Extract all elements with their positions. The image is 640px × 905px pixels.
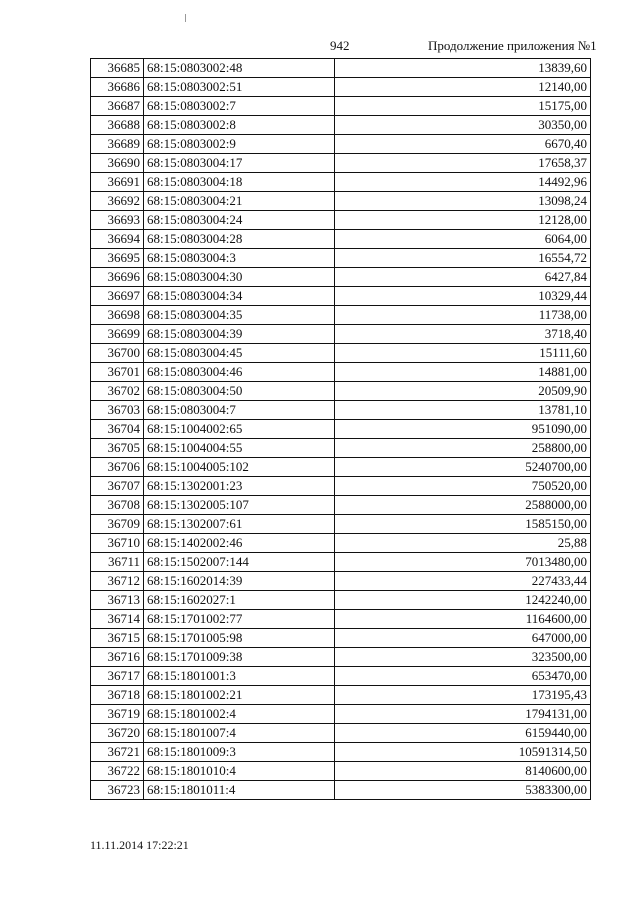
table-row: [91, 648, 591, 667]
table-row: [91, 610, 591, 629]
parcel-table-body: [91, 59, 591, 800]
row-number-cell: 36710: [91, 534, 144, 553]
table-row: [91, 705, 591, 724]
value-cell: 15175,00: [335, 97, 591, 116]
row-number-cell: 36717: [91, 667, 144, 686]
value-cell: 750520,00: [335, 477, 591, 496]
row-number-cell: 36703: [91, 401, 144, 420]
value-cell: 5240700,00: [335, 458, 591, 477]
table-row: [91, 572, 591, 591]
table-row: [91, 629, 591, 648]
cadastral-number-cell: 68:15:1801002:21: [144, 686, 335, 705]
value-cell: 227433,44: [335, 572, 591, 591]
row-number-cell: 36722: [91, 762, 144, 781]
cadastral-number-cell: 68:15:1302007:61: [144, 515, 335, 534]
cadastral-number-cell: 68:15:0803004:3: [144, 249, 335, 268]
cadastral-number-cell: 68:15:1302001:23: [144, 477, 335, 496]
row-number-cell: 36716: [91, 648, 144, 667]
table-row: [91, 515, 591, 534]
cadastral-number-cell: 68:15:1004004:55: [144, 439, 335, 458]
cadastral-number-cell: 68:15:0803004:50: [144, 382, 335, 401]
table-row: [91, 439, 591, 458]
table-row: [91, 173, 591, 192]
table-row: [91, 344, 591, 363]
value-cell: 16554,72: [335, 249, 591, 268]
row-number-cell: 36708: [91, 496, 144, 515]
cadastral-number-cell: 68:15:1701005:98: [144, 629, 335, 648]
table-row: [91, 667, 591, 686]
cadastral-number-cell: 68:15:0803004:24: [144, 211, 335, 230]
table-row: [91, 420, 591, 439]
value-cell: 12140,00: [335, 78, 591, 97]
row-number-cell: 36688: [91, 116, 144, 135]
cadastral-number-cell: 68:15:1701002:77: [144, 610, 335, 629]
value-cell: 647000,00: [335, 629, 591, 648]
table-row: [91, 135, 591, 154]
value-cell: 7013480,00: [335, 553, 591, 572]
cadastral-number-cell: 68:15:0803004:28: [144, 230, 335, 249]
cadastral-number-cell: 68:15:1801007:4: [144, 724, 335, 743]
row-number-cell: 36711: [91, 553, 144, 572]
row-number-cell: 36714: [91, 610, 144, 629]
table-row: [91, 116, 591, 135]
row-number-cell: 36697: [91, 287, 144, 306]
table-row: [91, 686, 591, 705]
cadastral-number-cell: 68:15:0803002:51: [144, 78, 335, 97]
table-row: [91, 306, 591, 325]
table-row: [91, 287, 591, 306]
value-cell: 1164600,00: [335, 610, 591, 629]
table-row: [91, 534, 591, 553]
table-row: [91, 743, 591, 762]
table-row: [91, 192, 591, 211]
row-number-cell: 36691: [91, 173, 144, 192]
table-row: [91, 78, 591, 97]
value-cell: 1585150,00: [335, 515, 591, 534]
cadastral-number-cell: 68:15:0803004:21: [144, 192, 335, 211]
value-cell: 30350,00: [335, 116, 591, 135]
table-row: [91, 97, 591, 116]
row-number-cell: 36707: [91, 477, 144, 496]
cadastral-number-cell: 68:15:1801011:4: [144, 781, 335, 800]
table-row: [91, 211, 591, 230]
cadastral-number-cell: 68:15:0803002:48: [144, 59, 335, 78]
row-number-cell: 36721: [91, 743, 144, 762]
value-cell: 173195,43: [335, 686, 591, 705]
cadastral-number-cell: 68:15:0803002:7: [144, 97, 335, 116]
table-row: [91, 249, 591, 268]
cadastral-number-cell: 68:15:0803004:39: [144, 325, 335, 344]
row-number-cell: 36723: [91, 781, 144, 800]
cadastral-number-cell: 68:15:1502007:144: [144, 553, 335, 572]
cadastral-number-cell: 68:15:1402002:46: [144, 534, 335, 553]
cadastral-number-cell: 68:15:0803004:34: [144, 287, 335, 306]
cadastral-number-cell: 68:15:0803004:30: [144, 268, 335, 287]
cadastral-number-cell: 68:15:0803002:8: [144, 116, 335, 135]
row-number-cell: 36713: [91, 591, 144, 610]
row-number-cell: 36700: [91, 344, 144, 363]
row-number-cell: 36685: [91, 59, 144, 78]
value-cell: 15111,60: [335, 344, 591, 363]
row-number-cell: 36687: [91, 97, 144, 116]
value-cell: 13098,24: [335, 192, 591, 211]
row-number-cell: 36719: [91, 705, 144, 724]
value-cell: 6064,00: [335, 230, 591, 249]
value-cell: 25,88: [335, 534, 591, 553]
table-row: [91, 458, 591, 477]
cadastral-number-cell: 68:15:0803004:45: [144, 344, 335, 363]
value-cell: 2588000,00: [335, 496, 591, 515]
row-number-cell: 36686: [91, 78, 144, 97]
row-number-cell: 36715: [91, 629, 144, 648]
cadastral-number-cell: 68:15:1801002:4: [144, 705, 335, 724]
cadastral-number-cell: 68:15:1004005:102: [144, 458, 335, 477]
table-row: [91, 268, 591, 287]
cadastral-number-cell: 68:15:1602027:1: [144, 591, 335, 610]
cadastral-number-cell: 68:15:1801009:3: [144, 743, 335, 762]
row-number-cell: 36705: [91, 439, 144, 458]
table-row: [91, 325, 591, 344]
cadastral-number-cell: 68:15:0803004:18: [144, 173, 335, 192]
row-number-cell: 36689: [91, 135, 144, 154]
row-number-cell: 36692: [91, 192, 144, 211]
row-number-cell: 36706: [91, 458, 144, 477]
value-cell: 1794131,00: [335, 705, 591, 724]
table-row: [91, 591, 591, 610]
appendix-continuation-note: Продолжение приложения №1: [428, 38, 597, 53]
row-number-cell: 36694: [91, 230, 144, 249]
table-row: [91, 230, 591, 249]
row-number-cell: 36695: [91, 249, 144, 268]
cadastral-number-cell: 68:15:0803004:17: [144, 154, 335, 173]
cadastral-number-cell: 68:15:1701009:38: [144, 648, 335, 667]
table-row: [91, 59, 591, 78]
row-number-cell: 36702: [91, 382, 144, 401]
table-row: [91, 553, 591, 572]
print-timestamp: 11.11.2014 17:22:21: [90, 838, 189, 852]
row-number-cell: 36712: [91, 572, 144, 591]
row-number-cell: 36701: [91, 363, 144, 382]
value-cell: 951090,00: [335, 420, 591, 439]
table-row: [91, 724, 591, 743]
value-cell: 6159440,00: [335, 724, 591, 743]
cadastral-number-cell: 68:15:0803004:35: [144, 306, 335, 325]
cadastral-number-cell: 68:15:1302005:107: [144, 496, 335, 515]
page-number: 942: [330, 38, 350, 53]
table-row: [91, 496, 591, 515]
scan-artifact: [185, 14, 186, 22]
table-row: [91, 154, 591, 173]
value-cell: 1242240,00: [335, 591, 591, 610]
value-cell: 3718,40: [335, 325, 591, 344]
value-cell: 13839,60: [335, 59, 591, 78]
row-number-cell: 36698: [91, 306, 144, 325]
value-cell: 13781,10: [335, 401, 591, 420]
row-number-cell: 36718: [91, 686, 144, 705]
value-cell: 258800,00: [335, 439, 591, 458]
cadastral-number-cell: 68:15:1602014:39: [144, 572, 335, 591]
row-number-cell: 36720: [91, 724, 144, 743]
value-cell: 14492,96: [335, 173, 591, 192]
row-number-cell: 36699: [91, 325, 144, 344]
value-cell: 17658,37: [335, 154, 591, 173]
value-cell: 323500,00: [335, 648, 591, 667]
row-number-cell: 36693: [91, 211, 144, 230]
value-cell: 5383300,00: [335, 781, 591, 800]
table-row: [91, 781, 591, 800]
value-cell: 6427,84: [335, 268, 591, 287]
cadastral-number-cell: 68:15:1801001:3: [144, 667, 335, 686]
cadastral-number-cell: 68:15:0803002:9: [144, 135, 335, 154]
value-cell: 653470,00: [335, 667, 591, 686]
table-row: [91, 762, 591, 781]
table-row: [91, 382, 591, 401]
value-cell: 10591314,50: [335, 743, 591, 762]
table-row: [91, 363, 591, 382]
value-cell: 6670,40: [335, 135, 591, 154]
value-cell: 10329,44: [335, 287, 591, 306]
cadastral-number-cell: 68:15:1004002:65: [144, 420, 335, 439]
row-number-cell: 36696: [91, 268, 144, 287]
row-number-cell: 36690: [91, 154, 144, 173]
value-cell: 12128,00: [335, 211, 591, 230]
cadastral-number-cell: 68:15:1801010:4: [144, 762, 335, 781]
value-cell: 11738,00: [335, 306, 591, 325]
value-cell: 20509,90: [335, 382, 591, 401]
row-number-cell: 36709: [91, 515, 144, 534]
table-row: [91, 477, 591, 496]
value-cell: 8140600,00: [335, 762, 591, 781]
cadastral-number-cell: 68:15:0803004:46: [144, 363, 335, 382]
table-row: [91, 401, 591, 420]
value-cell: 14881,00: [335, 363, 591, 382]
row-number-cell: 36704: [91, 420, 144, 439]
parcel-table: [90, 58, 591, 800]
cadastral-number-cell: 68:15:0803004:7: [144, 401, 335, 420]
